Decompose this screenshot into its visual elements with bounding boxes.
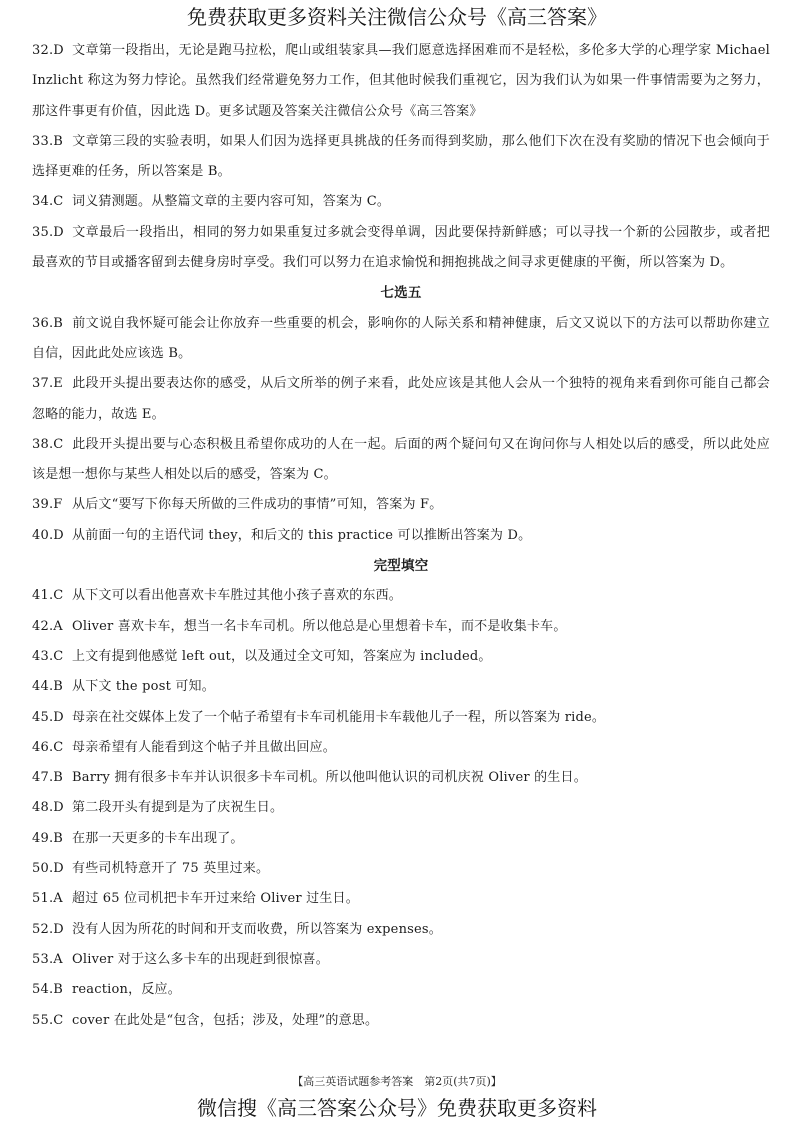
answer-explanation: 在那一天更多的卡车出现了。 xyxy=(72,830,244,846)
bottom-promo-banner: 微信搜《高三答案公众号》免费获取更多资料 xyxy=(197,1096,597,1120)
answer-number: 50.D xyxy=(32,861,64,877)
answer-item-54 xyxy=(32,975,770,1005)
answer-item-52 xyxy=(32,915,770,945)
answer-number: 42.A xyxy=(32,618,63,634)
answer-number: 44.B xyxy=(32,679,64,695)
answer-item-51 xyxy=(32,884,770,914)
answer-number: 45.D xyxy=(32,709,64,725)
answer-number: 55.C xyxy=(32,1012,64,1028)
answer-number: 36.B xyxy=(32,315,64,331)
answer-explanation: 前文说自我怀疑可能会让你放弃一些重要的机会，影响你的人际关系和精神健康，后文又说以下的方法可以帮助你建立自信，因此此处应该选 B。 xyxy=(32,315,770,361)
answer-item-40 xyxy=(32,521,770,551)
answer-explanation: cover 在此处是“包含，包括；涉及，处理”的意思。 xyxy=(72,1012,379,1028)
answer-item-37 xyxy=(32,369,770,430)
answer-number: 52.D xyxy=(32,921,64,937)
answer-explanation: 母亲希望有人能看到这个帖子并且做出回应。 xyxy=(72,739,337,755)
answer-explanation: 词义猜测题。从整篇文章的主要内容可知，答案为 C。 xyxy=(72,194,391,210)
answer-number: 40.D xyxy=(32,527,64,543)
answer-explanation: reaction，反应。 xyxy=(72,982,181,998)
answer-item-33 xyxy=(32,127,770,188)
answer-number: 48.D xyxy=(32,800,64,816)
answer-explanation: 此段开头提出要与心态积极且希望你成功的人在一起。后面的两个疑问句又在询问你与人相处以后的感受，所以此处应该是想一想你与某些人相处以后的感受，答案为 C。 xyxy=(32,436,770,483)
answer-explanation: 没有人因为所花的时间和开支而收费，所以答案为 expenses。 xyxy=(72,921,442,937)
answer-item-41 xyxy=(32,581,770,611)
answer-explanation: 文章第三段的实验表明，如果人们因为选择更具挑战的任务而得到奖励，那么他们下次在没有奖励的情况下也会倾向于选择更难的任务，所以答案是 B。 xyxy=(32,133,770,180)
seven-choose-five-section xyxy=(32,309,770,551)
answer-explanation: 文章第一段指出，无论是跑马拉松，爬山或组装家具—我们愿意选择困难而不是轻松，多伦多大学的心理学家 Michael Inzlicht 称这为努力悖论。虽然我们经常避免努力工作，但其他时候我们重视它，因为我们认为如果一件事情需要为之努力，那这件事更有价值，因此选 D。更多试题及答案关注微信公众号《高三答案》 xyxy=(32,43,770,119)
answer-number: 34.C xyxy=(32,194,64,210)
reading-section xyxy=(32,36,770,278)
answer-number: 49.B xyxy=(32,830,64,846)
answer-item-44 xyxy=(32,672,770,702)
cloze-section xyxy=(32,581,770,1035)
answer-explanation: 上文有提到他感觉 left out，以及通过全文可知，答案应为 included。 xyxy=(72,648,492,664)
answer-explanation: 此段开头提出要表达你的感受，从后文所举的例子来看，此处应该是其他人会从一个独特的视角来看到你可能自己都会忽略的能力，故选 E。 xyxy=(32,376,770,422)
answer-explanation: 文章最后一段指出，相同的努力如果重复过多就会变得单调，因此要保持新鲜感；可以寻找一个新的公园散步，或者把最喜欢的节目或播客留到去健身房时享受。我们可以努力在追求愉悦和拥抱挑战之间寻求更健康的平衡，所以答案为 D。 xyxy=(32,224,770,271)
answer-item-35 xyxy=(32,218,770,279)
answer-explanation: 有些司机特意开了 75 英里过来。 xyxy=(72,861,270,877)
answer-item-47 xyxy=(32,763,770,793)
answer-item-55 xyxy=(32,1006,770,1036)
answer-number: 38.C xyxy=(32,436,64,452)
answer-explanation: 从下文可以看出他喜欢卡车胜过其他小孩子喜欢的东西。 xyxy=(72,588,403,604)
answer-number: 41.C xyxy=(32,588,64,604)
answer-number: 32.D xyxy=(32,43,64,58)
answer-explanation: 从后文“要写下你每天所做的三件成功的事情”可知，答案为 F。 xyxy=(72,497,443,513)
answer-number: 46.C xyxy=(32,739,64,755)
answer-explanation: 从下文 the post 可知。 xyxy=(72,679,215,695)
answer-item-46 xyxy=(32,733,770,763)
top-promo-banner: 免费获取更多资料关注微信公众号《高三答案》 xyxy=(187,5,607,29)
answer-number: 33.B xyxy=(32,133,64,149)
answer-number: 39.F xyxy=(32,497,63,513)
answer-explanation: 超过 65 位司机把卡车开过来给 Oliver 过生日。 xyxy=(72,891,359,907)
answer-explanation: Oliver 喜欢卡车，想当一名卡车司机。所以他总是心里想着卡车，而不是收集卡车。 xyxy=(72,618,567,634)
answer-item-32 xyxy=(32,36,770,127)
section-heading-cloze: 完型填空 xyxy=(373,558,429,575)
answer-item-48 xyxy=(32,793,770,823)
answer-item-43 xyxy=(32,642,770,672)
answer-explanation: 第二段开头有提到是为了庆祝生日。 xyxy=(72,800,284,816)
answer-item-36 xyxy=(32,309,770,370)
answer-item-50 xyxy=(32,854,770,884)
answer-item-42 xyxy=(32,612,770,642)
answer-explanation: 母亲在社交媒体上发了一个帖子希望有卡车司机能用卡车载他儿子一程，所以答案为 ride。 xyxy=(72,709,606,725)
answer-number: 43.C xyxy=(32,648,64,664)
answer-item-38 xyxy=(32,430,770,491)
answer-item-39 xyxy=(32,490,770,520)
answer-number: 47.B xyxy=(32,770,64,786)
answer-item-34 xyxy=(32,187,770,217)
answer-number: 53.A xyxy=(32,951,63,967)
answer-explanation: 从前面一句的主语代词 they，和后文的 this practice 可以推断出答案为 D。 xyxy=(72,527,532,543)
answer-number: 51.A xyxy=(32,891,63,907)
page-footer: 【高三英语试题参考答案 第2页(共7页)】 xyxy=(292,1075,502,1088)
answer-number: 35.D xyxy=(32,224,64,240)
answer-item-45 xyxy=(32,703,770,733)
answer-number: 54.B xyxy=(32,982,64,998)
answer-item-53 xyxy=(32,945,770,975)
answer-explanation: Oliver 对于这么多卡车的出现赶到很惊喜。 xyxy=(72,951,329,967)
answer-key-content xyxy=(32,36,770,1036)
answer-item-49 xyxy=(32,824,770,854)
answer-explanation: Barry 拥有很多卡车并认识很多卡车司机。所以他叫他认识的司机庆祝 Oliver 的生日。 xyxy=(72,770,587,786)
answer-number: 37.E xyxy=(32,376,63,392)
section-heading-seven-choose-five: 七选五 xyxy=(380,285,422,302)
